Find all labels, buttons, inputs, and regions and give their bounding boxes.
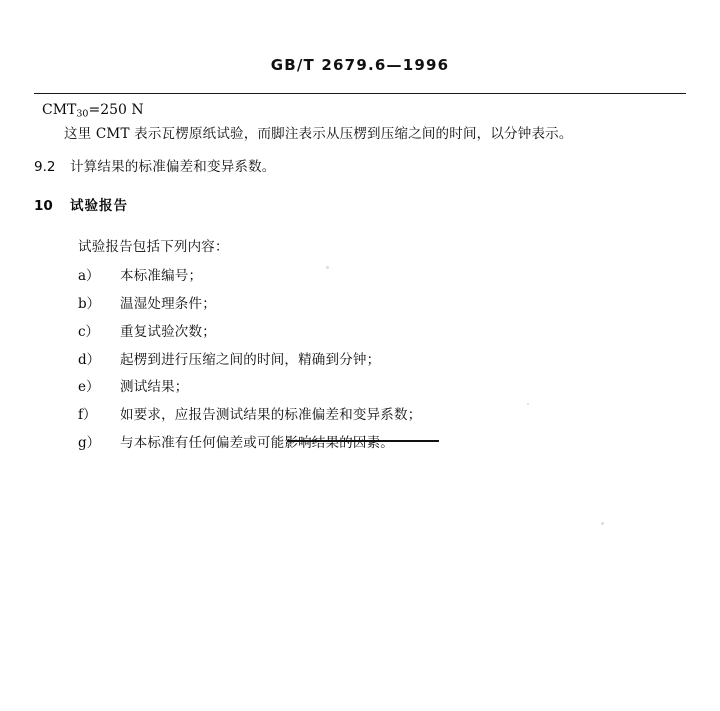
report-contents-list <box>34 266 694 454</box>
list-item <box>78 377 694 398</box>
list-item-marker: d） <box>78 351 101 368</box>
page-header-standard-number: GB/T 2679.6—1996 <box>270 56 450 74</box>
formula-cmt30 <box>42 100 694 122</box>
formula-value: =250 N <box>88 102 144 118</box>
list-item-marker: g） <box>78 435 101 452</box>
list-item-marker: b） <box>78 295 101 312</box>
scan-speck <box>601 522 604 525</box>
scan-speck <box>527 403 529 405</box>
clause-number: 9.2 <box>34 159 56 176</box>
list-item-marker: c） <box>78 323 100 340</box>
scan-speck <box>326 266 329 269</box>
header-divider-rule <box>34 93 686 94</box>
list-lead-in: 试验报告包括下列内容： <box>78 238 229 255</box>
note-paragraph: 这里 CMT 表示瓦楞原纸试验，而脚注表示从压楞到压缩之间的时间，以分钟表示。 <box>64 126 573 143</box>
clause-10 <box>34 196 694 217</box>
list-item-text: 与本标准有任何偏差或可能影响结果的因素。 <box>120 435 394 452</box>
list-item <box>78 433 694 454</box>
list-item-text: 重复试验次数； <box>120 323 216 340</box>
list-item-text: 起楞到进行压缩之间的时间，精确到分钟； <box>120 351 381 368</box>
clause-title: 试验报告 <box>70 197 128 214</box>
list-item-text: 温湿处理条件； <box>120 295 216 312</box>
clause-title: 计算结果的标准偏差和变异系数。 <box>70 159 276 176</box>
list-item <box>78 350 694 371</box>
list-item <box>78 322 694 343</box>
list-item-text: 测试结果； <box>120 379 189 396</box>
list-item-text: 本标准编号； <box>120 267 203 284</box>
list-item-marker: a） <box>78 267 100 284</box>
formula-symbol: CMT <box>42 102 77 118</box>
formula-subscript: 30 <box>76 108 89 120</box>
list-item <box>78 405 694 426</box>
list-item-marker: e） <box>78 379 100 396</box>
clause-9-2 <box>34 157 694 178</box>
list-item <box>78 266 694 287</box>
document-end-rule <box>287 440 439 442</box>
document-body <box>34 100 694 461</box>
list-item-marker: f） <box>78 407 97 424</box>
list-item <box>78 294 694 315</box>
list-item-text: 如要求，应报告测试结果的标准偏差和变异系数； <box>120 407 422 424</box>
clause-number: 10 <box>34 197 53 214</box>
